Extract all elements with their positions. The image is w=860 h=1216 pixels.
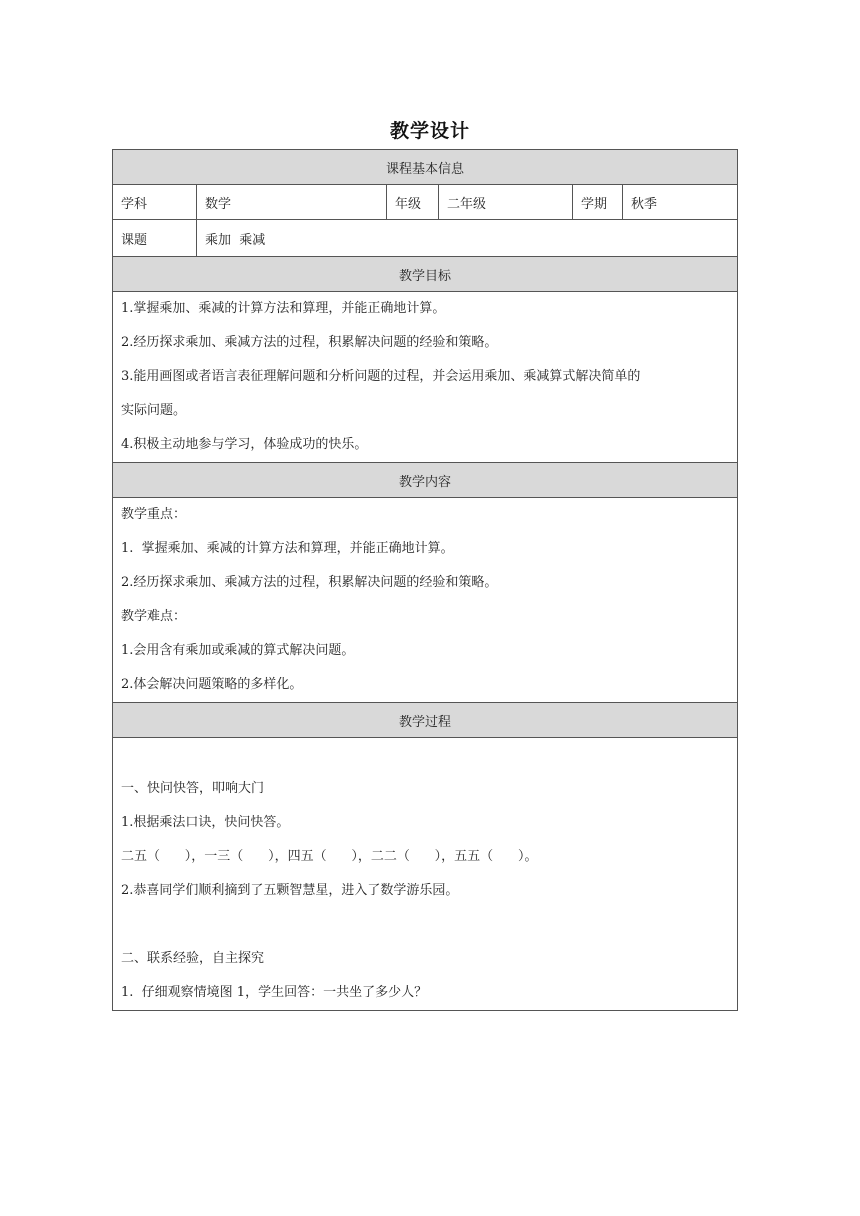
subject-value: 数学 [197,185,387,220]
process-line: 2.恭喜同学们顺利摘到了五颗智慧星，进入了数学游乐园。 [121,883,459,898]
content-line: 1.会用含有乘加或乘减的算式解决问题。 [121,643,355,658]
page-title: 教学设计 [389,120,470,142]
lesson-design-table [112,149,738,1011]
content-line: 2.体会解决问题策略的多样化。 [121,677,303,692]
process-line: 1. 仔细观察情境图 1，学生回答：一共坐了多少人？ [121,985,428,1000]
grade-label: 年级 [387,185,439,220]
content-line: 1. 掌握乘加、乘减的计算方法和算理，并能正确地计算。 [121,541,454,556]
objective-line: 1.掌握乘加、乘减的计算方法和算理，并能正确地计算。 [121,301,446,316]
content-body [113,498,738,703]
objective-line: 2.经历探求乘加、乘减方法的过程，积累解决问题的经验和策略。 [121,335,498,350]
process-line: 1.根据乘法口诀，快问快答。 [121,815,290,830]
content-line: 教学难点： [121,609,187,624]
content-line: 2.经历探求乘加、乘减方法的过程，积累解决问题的经验和策略。 [121,575,498,590]
process-header: 教学过程 [113,703,738,738]
blank-line [121,908,729,942]
process-line: 二五（ ），一三（ ），四五（ ），二二（ ），五五（ ）。 [121,849,538,864]
content-header: 教学内容 [113,463,738,498]
term-value: 秋季 [623,185,738,220]
process-line: 一、快问快答，叩响大门 [121,781,265,796]
process-body [113,738,738,1011]
subject-label: 学科 [113,185,197,220]
objectives-header: 教学目标 [113,257,738,292]
content-line: 教学重点： [121,507,187,522]
term-label: 学期 [573,185,623,220]
objectives-body [113,292,738,463]
topic-label: 课题 [113,220,197,257]
objective-line: 3.能用画图或者语言表征理解问题和分析问题的过程，并会运用乘加、乘减算式解决简单的 [121,369,641,384]
grade-value: 二年级 [439,185,573,220]
blank-line [121,738,729,772]
process-line: 二、联系经验，自主探究 [121,951,265,966]
topic-value: 乘加 乘减 [197,220,738,257]
objective-line: 实际问题。 [121,403,187,418]
basic-info-header: 课程基本信息 [113,150,738,185]
objective-line: 4.积极主动地参与学习，体验成功的快乐。 [121,437,368,452]
